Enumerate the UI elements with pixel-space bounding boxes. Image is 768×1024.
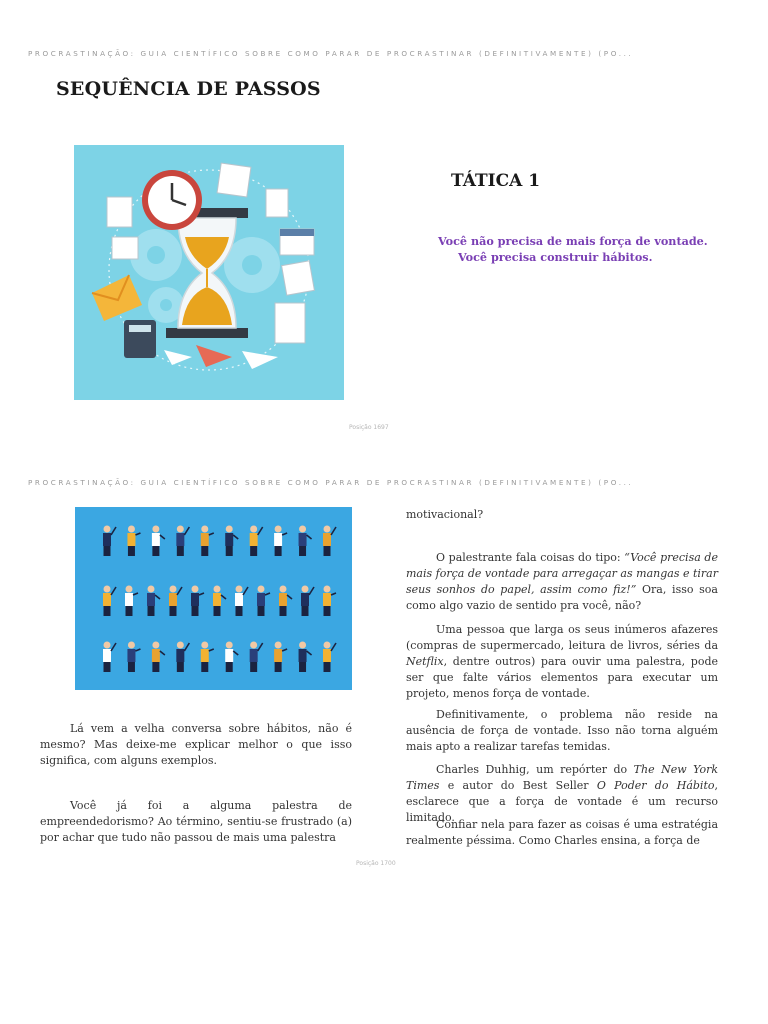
person-figure bbox=[323, 586, 336, 617]
person-figure bbox=[299, 642, 312, 673]
person-figure bbox=[301, 586, 314, 617]
paragraph: Lá vem a velha conversa sobre hábitos, não é mesmo? Mas deixe-me explicar melhor o que isso significa, com alguns exemplos. bbox=[40, 722, 352, 767]
paragraph-text: e autor do Best Seller bbox=[439, 779, 597, 792]
tactic-quote-line-2: Você precisa construir hábitos. bbox=[458, 250, 653, 264]
person-figure bbox=[225, 526, 238, 557]
paragraph-continuation: motivacional? bbox=[406, 508, 484, 521]
person-figure bbox=[152, 642, 165, 673]
paragraph-text: O palestrante fala coisas do tipo: bbox=[436, 551, 625, 564]
page-position-label: Posição 1697 bbox=[349, 424, 389, 431]
time-management-illustration bbox=[74, 145, 344, 400]
person-figure bbox=[125, 586, 138, 617]
person-figure bbox=[250, 642, 263, 673]
running-header: PROCRASTINAÇÃO: GUIA CIENTÍFICO SOBRE COMO PARAR DE PROCRASTINAR (DEFINITIVAMENTE) (PO... bbox=[28, 49, 634, 58]
section-title: SEQUÊNCIA DE PASSOS bbox=[56, 78, 321, 100]
paragraph-text: , esclarece que a força de vontade é um recurso limitado. bbox=[406, 779, 718, 824]
running-header: PROCRASTINAÇÃO: GUIA CIENTÍFICO SOBRE COMO PARAR DE PROCRASTINAR (DEFINITIVAMENTE) (PO... bbox=[28, 478, 634, 487]
person-figure bbox=[176, 642, 189, 673]
person-figure bbox=[299, 526, 312, 557]
tactic-quote-line-1: Você não precisa de mais força de vontade. bbox=[438, 234, 708, 248]
emphasis: The New York Times bbox=[406, 763, 718, 792]
person-figure bbox=[274, 526, 287, 557]
paragraph: Você já foi a alguma palestra de empreendedorismo? Ao término, sentiu-se frustrado (a) por achar que tudo não passou de mais uma palestra bbox=[40, 799, 352, 844]
paragraph: Definitivamente, o problema não reside na ausência de força de vontade. Isso não torna alguém mais apto a realizar tarefas temidas. bbox=[406, 708, 718, 753]
tactic-title: TÁTICA 1 bbox=[451, 171, 541, 191]
person-figure bbox=[257, 586, 270, 617]
emphasis: Netflix bbox=[406, 655, 444, 668]
people-habits-illustration bbox=[75, 507, 352, 690]
person-figure bbox=[103, 586, 116, 617]
person-figure bbox=[225, 642, 238, 673]
person-figure bbox=[279, 586, 292, 617]
paragraph-text: Uma pessoa que larga os seus inúmeros afazeres (compras de supermercado, leitura de livros, séries da bbox=[406, 623, 718, 652]
person-figure bbox=[323, 526, 336, 557]
person-figure bbox=[250, 526, 263, 557]
paragraph bbox=[406, 622, 718, 702]
person-figure bbox=[127, 642, 140, 673]
person-figure bbox=[103, 526, 116, 557]
person-figure bbox=[176, 526, 189, 557]
paragraph bbox=[406, 550, 718, 614]
person-figure bbox=[201, 642, 214, 673]
person-figure bbox=[201, 526, 214, 557]
paragraph-text: , dentre outros) para ouvir uma palestra, pode ser que falte vários elementos para executar um projeto, menos força de vontade. bbox=[406, 655, 718, 700]
person-figure bbox=[235, 586, 248, 617]
person-figure bbox=[127, 526, 140, 557]
paragraph: Confiar nela para fazer as coisas é uma estratégia realmente péssima. Como Charles ensina, a força de bbox=[406, 818, 718, 847]
page-position-label: Posição 1700 bbox=[356, 860, 396, 867]
paragraph-text: Ora, isso soa como algo vazio de sentido pra você, não? bbox=[406, 583, 718, 612]
speaker-quote: “Você precisa de mais força de vontade para arregaçar as mangas e tirar seus sonhos do papel, assim como fiz!” bbox=[406, 551, 718, 596]
person-figure bbox=[274, 642, 287, 673]
paragraph-text: Charles Duhhig, um repórter do bbox=[436, 763, 634, 776]
person-figure bbox=[213, 586, 226, 617]
person-figure bbox=[323, 642, 336, 673]
person-figure bbox=[169, 586, 182, 617]
person-figure bbox=[152, 526, 165, 557]
person-figure bbox=[191, 586, 204, 617]
person-figure bbox=[147, 586, 160, 617]
emphasis: O Poder do Hábito bbox=[596, 779, 715, 792]
person-figure bbox=[103, 642, 116, 673]
